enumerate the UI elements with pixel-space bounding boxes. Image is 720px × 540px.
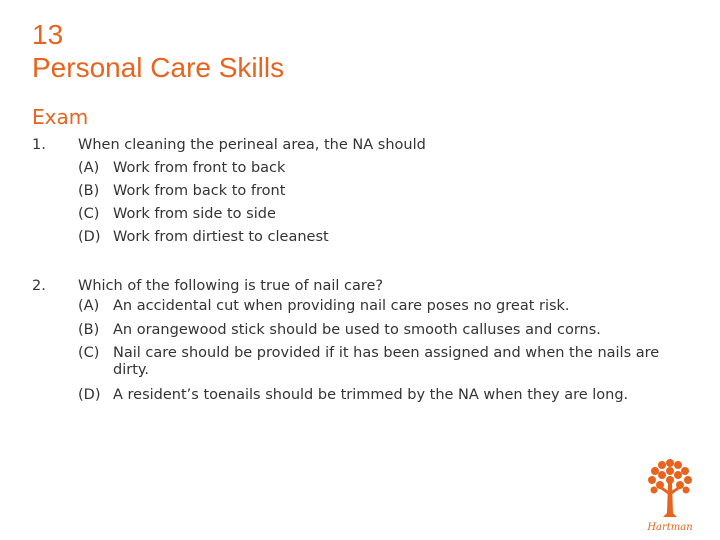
option-text: A resident’s toenails should be trimmed by the NA when they are long. [113, 387, 629, 403]
chapter-number: 13 [32, 19, 64, 50]
chapter-heading [32, 18, 284, 84]
question-number: 1. [32, 137, 46, 153]
question-stem: Which of the following is true of nail care? [78, 278, 384, 294]
chapter-title: Personal Care Skills [32, 52, 285, 83]
option-letter: (D) [78, 387, 101, 403]
option-letter: (B) [78, 322, 100, 338]
option-letter: (C) [78, 345, 100, 361]
logo-wordmark: Hartman [647, 522, 693, 533]
question-stem: When cleaning the perineal area, the NA should [78, 137, 426, 153]
option-letter: (B) [78, 183, 100, 199]
option-text: Nail care should be provided if it has been assigned and when the nails are dirty. [113, 345, 660, 378]
option-letter: (D) [78, 229, 101, 245]
option-letter: (A) [78, 160, 100, 176]
option-text: An orangewood stick should be used to smooth calluses and corns. [113, 322, 601, 338]
option-letter: (A) [78, 298, 100, 314]
option-text: An accidental cut when providing nail care poses no great risk. [113, 298, 570, 314]
question-number: 2. [32, 278, 46, 294]
section-title: Exam [32, 105, 89, 129]
option-letter: (C) [78, 206, 100, 222]
option-text: Work from side to side [113, 206, 276, 222]
option-text: Work from front to back [113, 160, 286, 176]
hartman-logo [640, 455, 700, 535]
tree-of-hearts-icon [640, 455, 700, 535]
option-text: Work from dirtiest to cleanest [113, 229, 329, 245]
option-text: Work from back to front [113, 183, 286, 199]
